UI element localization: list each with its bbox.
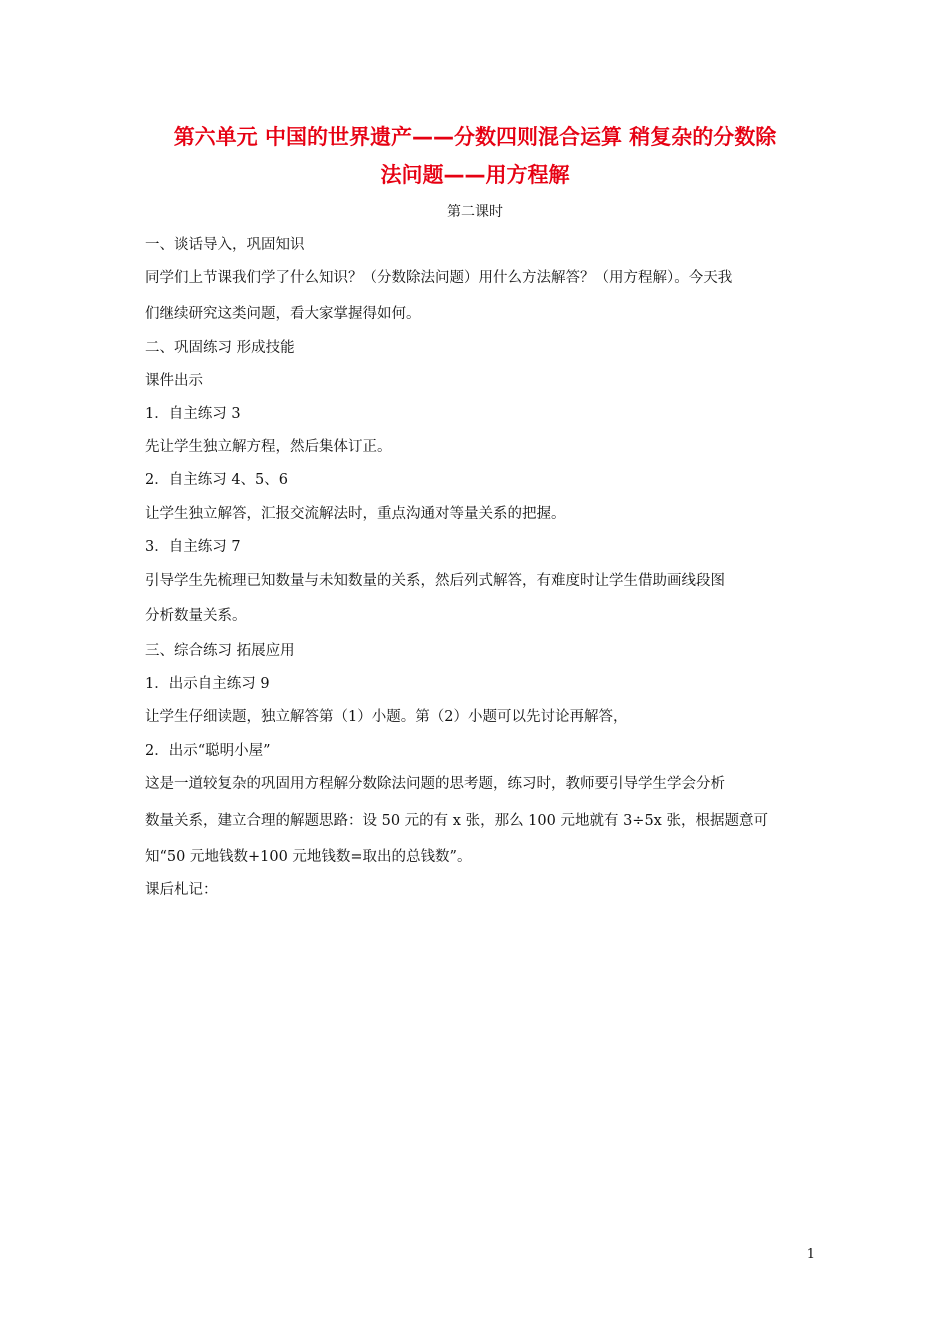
- list-item-heading: 1．自主练习 3: [145, 406, 241, 422]
- paragraph-line: 知“50 元地钱数+100 元地钱数=取出的总钱数”。: [145, 849, 472, 865]
- paragraph-line: 这是一道较复杂的巩固用方程解分数除法问题的思考题，练习时，教师要引导学生学会分析: [145, 776, 725, 792]
- document-title-line-2: 法问题——用方程解: [380, 163, 570, 187]
- section-heading-2: 二、巩固练习 形成技能: [145, 340, 295, 356]
- after-class-notes-label: 课后札记：: [145, 882, 218, 898]
- paragraph-line: 课件出示: [145, 373, 203, 389]
- paragraph-line: 们继续研究这类问题，看大家掌握得如何。: [145, 306, 421, 322]
- paragraph-line: 同学们上节课我们学了什么知识？（分数除法问题）用什么方法解答？（用方程解）。今天我: [145, 270, 733, 286]
- list-item-heading: 2．出示“聪明小屋”: [145, 743, 271, 759]
- list-item-heading: 1．出示自主练习 9: [145, 676, 270, 692]
- lesson-subtitle: 第二课时: [447, 204, 503, 220]
- paragraph-line: 数量关系，建立合理的解题思路：设 50 元的有 x 张，那么 100 元地就有 3÷5x 张，根据题意可: [145, 813, 768, 829]
- paragraph-line: 分析数量关系。: [145, 608, 247, 624]
- section-heading-1: 一、谈话导入，巩固知识: [145, 237, 305, 253]
- page-number: 1: [806, 1247, 815, 1262]
- list-item-heading: 3．自主练习 7: [145, 539, 241, 555]
- section-heading-3: 三、综合练习 拓展应用: [145, 643, 295, 659]
- paragraph-line: 让学生仔细读题，独立解答第（1）小题。第（2）小题可以先讨论再解答，: [145, 709, 628, 725]
- paragraph-line: 让学生独立解答，汇报交流解法时，重点沟通对等量关系的把握。: [145, 506, 566, 522]
- paragraph-line: 先让学生独立解方程，然后集体订正。: [145, 439, 392, 455]
- document-title-line-1: 第六单元 中国的世界遗产——分数四则混合运算 稍复杂的分数除: [173, 125, 777, 149]
- paragraph-line: 引导学生先梳理已知数量与未知数量的关系，然后列式解答，有难度时让学生借助画线段图: [145, 573, 725, 589]
- list-item-heading: 2．自主练习 4、5、6: [145, 472, 289, 488]
